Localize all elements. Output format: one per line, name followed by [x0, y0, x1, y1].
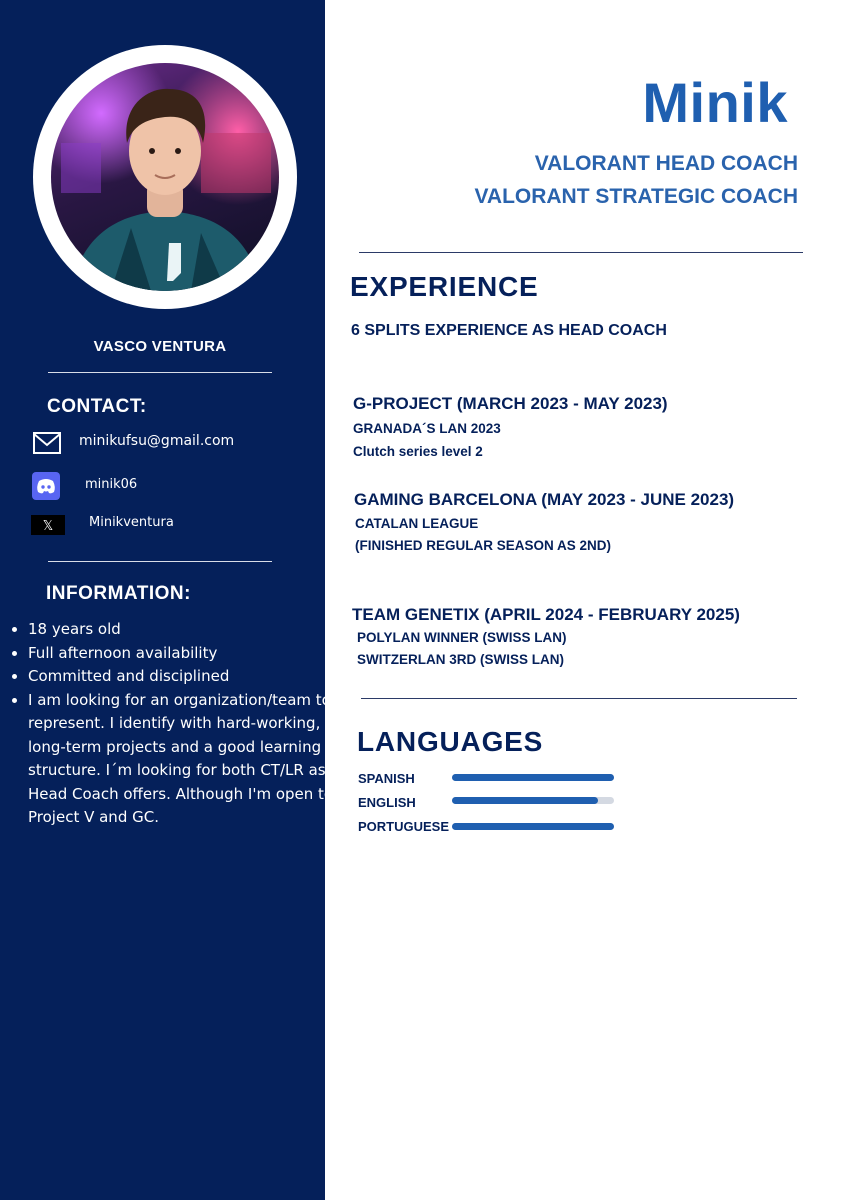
information-list — [0, 618, 340, 830]
language-level-bar — [452, 823, 614, 830]
language-level-fill — [452, 797, 598, 804]
profile-photo — [51, 63, 279, 291]
divider — [48, 372, 272, 373]
x-twitter-icon — [31, 515, 65, 540]
language-level-fill — [452, 774, 614, 781]
discord-handle[interactable]: minik06 — [85, 477, 138, 492]
language-level-bar — [452, 797, 614, 804]
job-title: TEAM GENETIX (APRIL 2024 - FEBRUARY 2025) — [352, 605, 740, 624]
twitter-handle[interactable]: Minikventura — [89, 515, 174, 530]
role-line: VALORANT STRATEGIC COACH — [474, 185, 798, 208]
info-item: • I am looking for an organization/team to represent. I identify with hard-working, long-term projects and a good learning structure. I´m looking for both CT/LR as Head Coach offers. Although I'm open to Project V and GC. — [28, 689, 340, 830]
info-item: • Full afternoon availability — [28, 642, 340, 666]
job-detail: SWITZERLAN 3RD (SWISS LAN) — [357, 652, 564, 667]
experience-summary: 6 SPLITS EXPERIENCE AS HEAD COACH — [351, 322, 667, 339]
experience-heading: EXPERIENCE — [350, 271, 539, 302]
job-detail: (FINISHED REGULAR SEASON AS 2ND) — [355, 538, 612, 553]
language-name: ENGLISH — [358, 795, 416, 810]
job-detail: CATALAN LEAGUE — [355, 516, 479, 531]
job-title: GAMING BARCELONA (MAY 2023 - JUNE 2023) — [354, 490, 735, 509]
job-detail: GRANADA´S LAN 2023 — [353, 421, 501, 436]
information-heading: INFORMATION: — [46, 583, 191, 604]
divider — [359, 252, 803, 253]
info-item: • Committed and disciplined — [28, 665, 340, 689]
full-name: VASCO VENTURA — [93, 338, 227, 355]
email-link[interactable]: minikufsu@gmail.com — [79, 433, 235, 449]
discord-icon — [32, 472, 60, 505]
language-name: PORTUGUESE — [358, 819, 450, 834]
nickname-title: Minik — [642, 71, 788, 134]
divider — [48, 561, 272, 562]
languages-heading: LANGUAGES — [357, 726, 544, 757]
language-level-bar — [452, 774, 614, 781]
divider — [361, 698, 797, 699]
language-level-fill — [452, 823, 614, 830]
job-detail: Clutch series level 2 — [353, 444, 483, 459]
contact-heading: CONTACT: — [47, 396, 147, 417]
job-detail: POLYLAN WINNER (SWISS LAN) — [357, 630, 567, 645]
email-icon — [33, 432, 61, 459]
info-item: • 18 years old — [28, 618, 340, 642]
job-title: G-PROJECT (MARCH 2023 - MAY 2023) — [353, 394, 668, 413]
role-line: VALORANT HEAD COACH — [534, 152, 798, 175]
svg-text:𝕏: 𝕏 — [42, 519, 54, 534]
language-name: SPANISH — [358, 771, 415, 786]
